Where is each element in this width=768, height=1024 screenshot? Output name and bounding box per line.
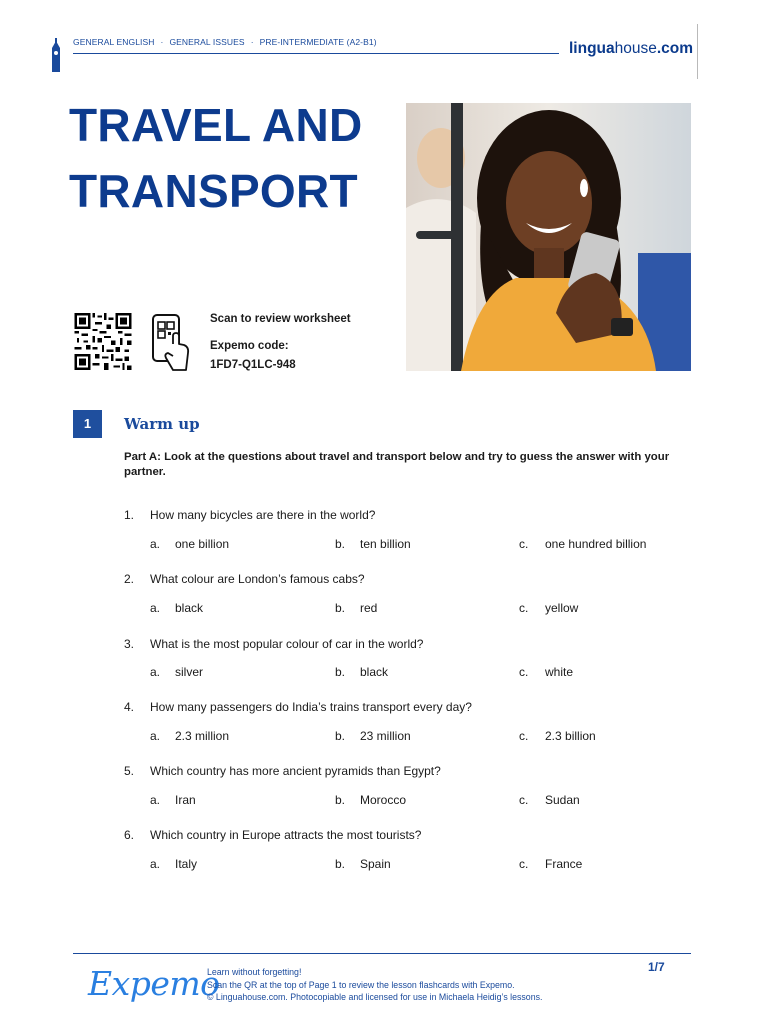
option-text: France [545, 857, 583, 871]
option-letter: b. [335, 857, 346, 871]
option-letter: b. [335, 793, 346, 807]
scan-to-review-label: Scan to review worksheet [210, 313, 351, 325]
footer-text [207, 966, 542, 1004]
breadcrumb-level-3: PRE-INTERMEDIATE (A2-B1) [259, 37, 377, 47]
option-text: yellow [545, 601, 579, 615]
option-letter: c. [519, 537, 529, 551]
page-title [69, 92, 389, 224]
qr-code [73, 313, 133, 370]
option-letter: a. [150, 665, 161, 679]
question-number: 3. [124, 637, 135, 651]
breadcrumb: GENERAL ENGLISH · GENERAL ISSUES · PRE-INTERMEDIATE (A2-B1) [73, 37, 377, 47]
header-divider [73, 53, 559, 54]
option-text: one billion [175, 537, 230, 551]
question-number: 1. [124, 508, 135, 522]
question-text: How many passengers do India’s trains transport every day? [150, 700, 472, 714]
option-text: black [360, 665, 389, 679]
option-letter: c. [519, 601, 529, 615]
footer-divider [73, 953, 691, 954]
question-number: 6. [124, 828, 135, 842]
option-text: 23 million [360, 729, 411, 743]
title-line-2: TRANSPORT [69, 165, 358, 217]
footer-instruction: Scan the QR at the top of Page 1 to review the lesson flashcards with Expemo. [207, 979, 515, 990]
option-letter: b. [335, 537, 346, 551]
option-letter: b. [335, 729, 346, 743]
instructions: Part A: Look at the questions about travel and transport below and try to guess the answer with your partner. [124, 451, 670, 478]
question-text: What colour are London’s famous cabs? [150, 572, 365, 586]
option-text: Sudan [545, 793, 580, 807]
option-letter: c. [519, 793, 529, 807]
option-letter: a. [150, 729, 161, 743]
question-text: What is the most popular colour of car in the world? [150, 637, 424, 651]
title-line-1: TRAVEL AND [69, 99, 363, 151]
question-number: 2. [124, 572, 135, 586]
phone-scan-icon [151, 314, 191, 371]
option-text: 2.3 billion [545, 729, 596, 743]
option-letter: c. [519, 857, 529, 871]
option-letter: a. [150, 793, 161, 807]
question-text: Which country in Europe attracts the most tourists? [150, 828, 422, 842]
option-text: one hundred billion [545, 537, 647, 551]
option-text: red [360, 601, 378, 615]
header-vertical-bar [697, 24, 698, 79]
option-text: black [175, 601, 204, 615]
linguahouse-logo: linguahouse.com [569, 40, 694, 57]
breadcrumb-level-2: GENERAL ISSUES [169, 37, 245, 47]
option-text: Italy [175, 857, 198, 871]
option-letter: c. [519, 665, 529, 679]
option-text: 2.3 million [175, 729, 230, 743]
footer-tagline: Learn without forgetting! [207, 967, 302, 977]
big-ben-icon [49, 38, 63, 72]
page-number: 1/7 [648, 960, 665, 974]
option-letter: b. [335, 601, 346, 615]
option-text: white [545, 665, 574, 679]
woman-on-bus-photo [406, 103, 691, 371]
option-letter: c. [519, 729, 529, 743]
option-text: Morocco [360, 793, 407, 807]
option-letter: b. [335, 665, 346, 679]
option-text: Spain [360, 857, 391, 871]
question-number: 4. [124, 700, 135, 714]
expemo-logo: Expemo [88, 964, 220, 1003]
option-text: ten billion [360, 537, 411, 551]
expemo-code-value: 1FD7-Q1LC-948 [210, 359, 296, 371]
section-number-badge: 1 [73, 410, 102, 438]
option-text: silver [175, 665, 204, 679]
option-letter: a. [150, 857, 161, 871]
question-number: 5. [124, 764, 135, 778]
section-title: Warm up [124, 415, 200, 433]
option-letter: a. [150, 537, 161, 551]
question-text: How many bicycles are there in the world? [150, 508, 376, 522]
option-letter: a. [150, 601, 161, 615]
expemo-code-label: Expemo code: [210, 340, 289, 352]
question-text: Which country has more ancient pyramids than Egypt? [150, 764, 441, 778]
breadcrumb-level-1: GENERAL ENGLISH [73, 37, 155, 47]
footer-copyright: © Linguahouse.com. Photocopiable and licensed for use in Michaela Heidig’s lessons. [207, 992, 543, 1002]
option-text: Iran [175, 793, 196, 807]
